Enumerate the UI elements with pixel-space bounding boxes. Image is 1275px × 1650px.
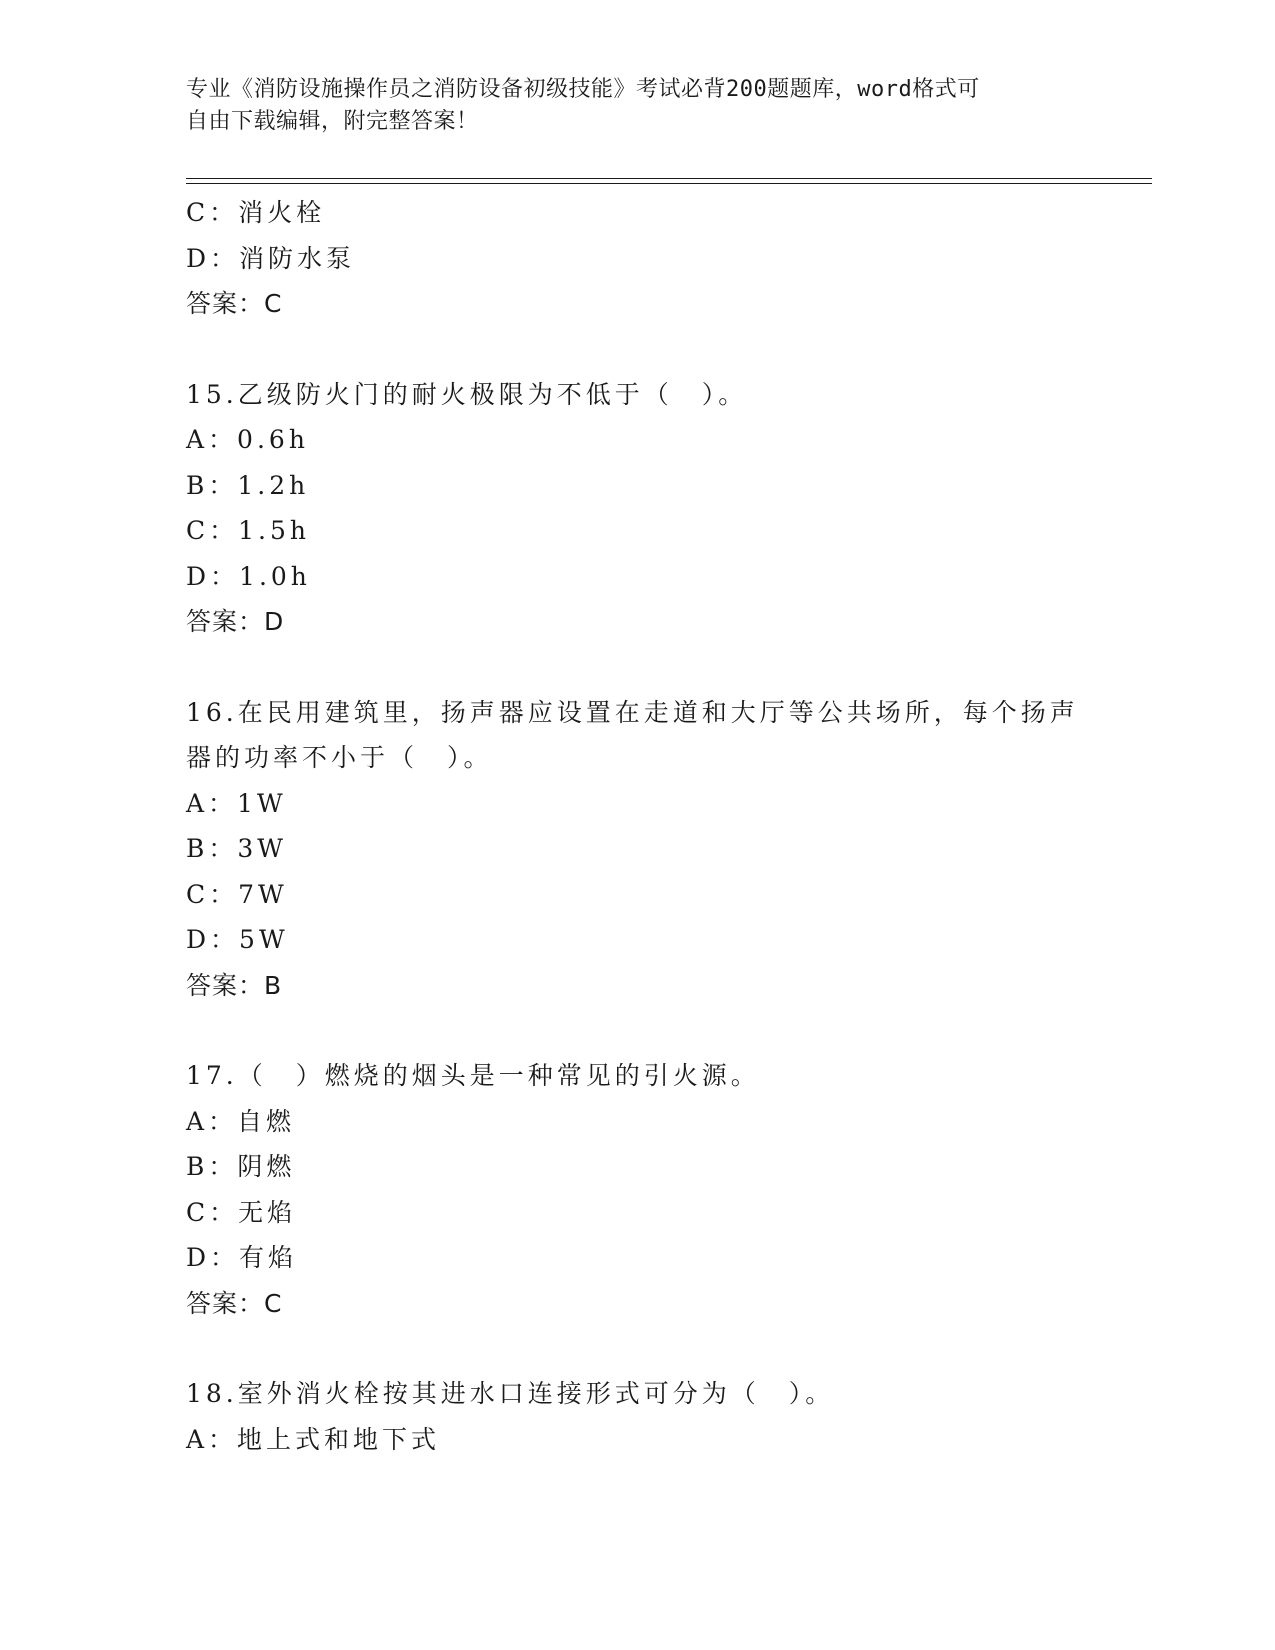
header-divider-bottom: [186, 183, 1152, 184]
option-a: A：1W: [186, 788, 287, 818]
option-d: D：消防水泵: [186, 243, 356, 273]
option-b: B：1.2h: [186, 470, 310, 500]
answer-line: 答案：B: [186, 970, 283, 1000]
document-header: [186, 74, 1086, 138]
question-stem: 15.乙级防火门的耐火极限为不低于（ ）。: [186, 379, 748, 409]
spacer: [186, 1326, 1086, 1371]
option-c: C：7W: [186, 879, 288, 909]
option-b: B：3W: [186, 834, 287, 863]
option-a: A：自燃: [186, 1106, 296, 1136]
question-stem: 17.（ ）燃烧的烟头是一种常见的引火源。: [186, 1061, 760, 1090]
answer-line: 答案：C: [186, 289, 283, 318]
question-16: [186, 690, 1086, 1009]
answer-line: 答案：D: [186, 607, 285, 636]
question-stem-line-2: 器的功率不小于（ ）。: [186, 743, 493, 772]
header-line-1: 专业《消防设施操作员之消防设备初级技能》考试必背200题题库，word格式可: [186, 77, 980, 102]
answer-line: 答案：C: [186, 1288, 283, 1318]
option-a: A：0.6h: [186, 425, 309, 454]
spacer: [186, 1008, 1086, 1053]
option-d: D：有焰: [186, 1243, 298, 1272]
option-d: D：5W: [186, 925, 289, 954]
question-17: [186, 1053, 1086, 1326]
option-a: A：地上式和地下式: [186, 1424, 441, 1454]
question-stem: 18.室外消火栓按其进水口连接形式可分为（ ）。: [186, 1379, 835, 1408]
option-d: D：1.0h: [186, 561, 311, 591]
header-line-2: 自由下载编辑，附完整答案！: [186, 109, 479, 134]
option-c: C：无焰: [186, 1197, 297, 1227]
spacer: [186, 645, 1086, 690]
question-list: [186, 190, 1086, 1462]
question-stem-line-1: 16.在民用建筑里，扬声器应设置在走道和大厅等公共场所，每个扬声: [186, 697, 1079, 727]
spacer: [186, 327, 1086, 372]
option-b: B：阴燃: [186, 1152, 296, 1181]
option-c: C：消火栓: [186, 198, 326, 227]
question-18: [186, 1371, 1086, 1462]
question-14-continued: [186, 190, 1086, 327]
question-15: [186, 372, 1086, 645]
option-c: C：1.5h: [186, 516, 310, 545]
header-divider-top: [186, 178, 1152, 179]
